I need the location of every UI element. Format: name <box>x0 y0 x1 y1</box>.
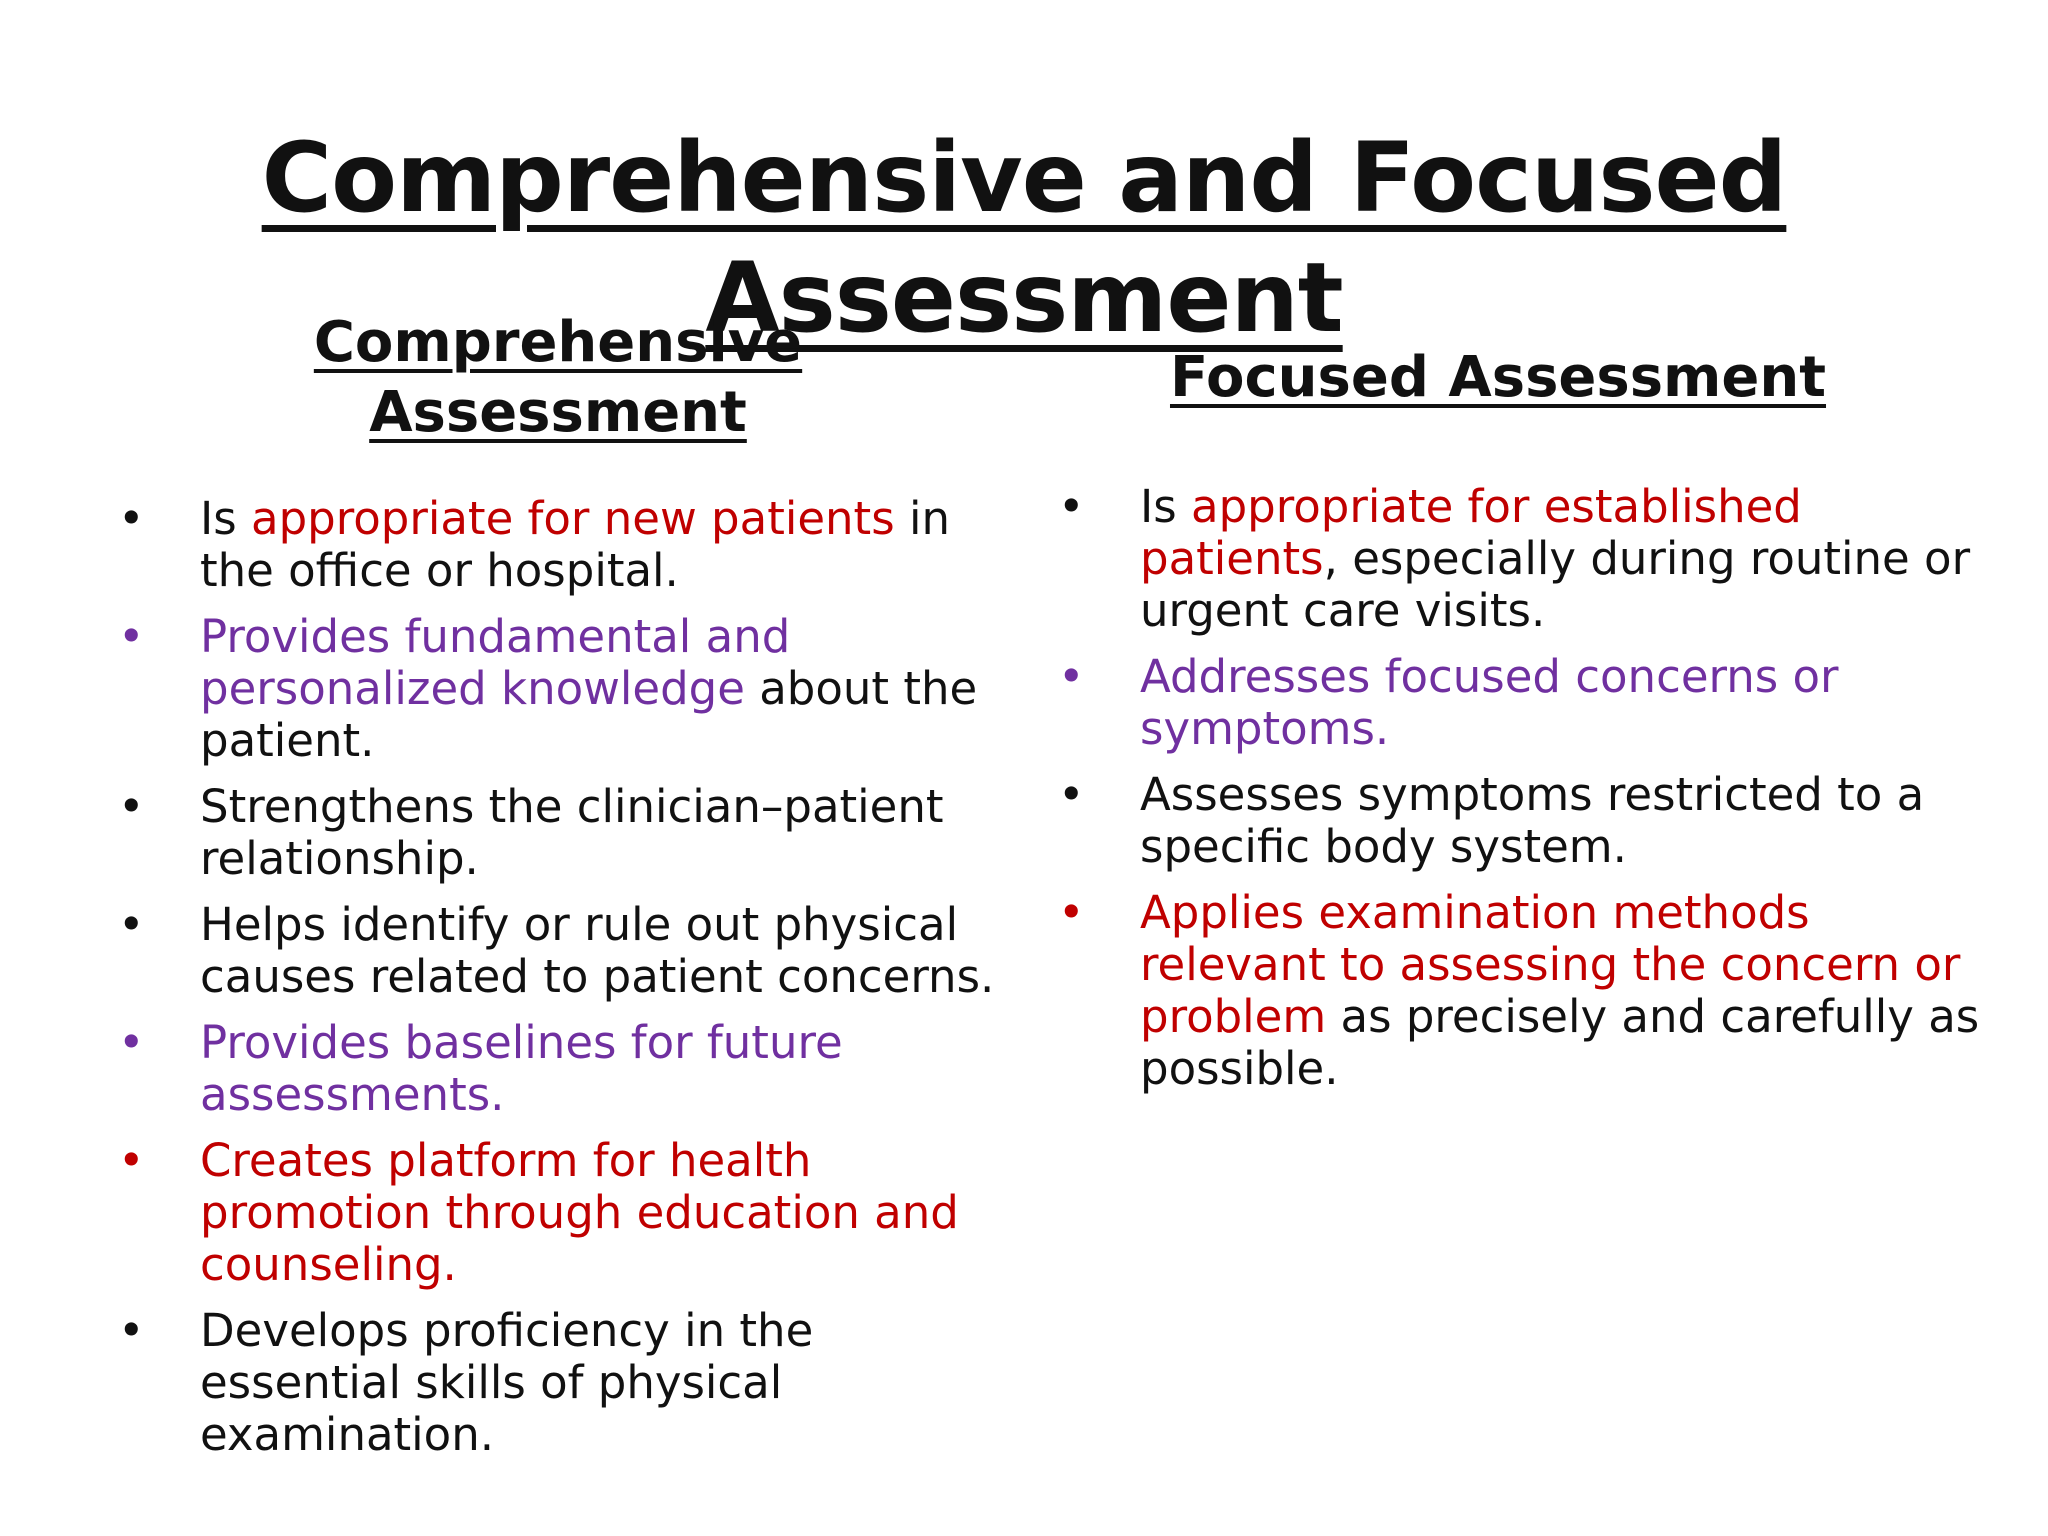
slide-title: Comprehensive and Focused Assessment <box>261 122 1787 354</box>
bullet-dot-icon: • <box>118 492 145 545</box>
list-item-text: Applies examination methods relevant to assessing the concern or problem <box>1140 886 1961 1043</box>
list-item-text: Provides baselines for future assessments. <box>200 1016 843 1121</box>
list-item-text: Creates platform for health promotion through education and counseling. <box>200 1134 959 1291</box>
list-item <box>118 611 1018 767</box>
list-item-text: appropriate for established patients <box>1140 480 1802 585</box>
bullet-dot-icon: • <box>118 1304 145 1357</box>
list-item <box>118 1305 1018 1461</box>
list-item <box>118 493 1018 597</box>
list-item-text: Is <box>1140 480 1192 533</box>
comprehensive-heading: Comprehensive Assessment <box>313 310 803 445</box>
focused-column <box>1058 343 1998 1109</box>
list-item-text: Assesses symptoms restricted to a specific body system. <box>1140 768 1925 873</box>
focused-list <box>1058 481 1998 1095</box>
list-item-text: in the office or hospital. <box>200 492 950 597</box>
bullet-dot-icon: • <box>118 610 145 663</box>
bullet-dot-icon: • <box>1058 650 1085 703</box>
bullet-dot-icon: • <box>118 780 145 833</box>
focused-heading: Focused Assessment <box>1169 345 1827 410</box>
list-item-text: Addresses focused concerns or symptoms. <box>1140 650 1839 755</box>
comprehensive-list <box>118 493 1018 1461</box>
list-item <box>1058 481 1998 637</box>
bullet-dot-icon: • <box>1058 768 1085 821</box>
list-item-text: Develops proficiency in the essential skills of physical examination. <box>200 1304 814 1461</box>
list-item <box>118 1135 1018 1291</box>
bullet-dot-icon: • <box>118 1016 145 1069</box>
list-item-text: Helps identify or rule out physical causes related to patient concerns. <box>200 898 995 1003</box>
list-item-text: Provides fundamental and personalized knowledge <box>200 610 791 715</box>
list-item-text: about the patient. <box>200 662 978 767</box>
list-item <box>118 781 1018 885</box>
bullet-dot-icon: • <box>1058 886 1085 939</box>
list-item-text: appropriate for new patients <box>251 492 895 545</box>
list-item-text: , especially during routine or urgent care visits. <box>1140 532 1971 637</box>
list-item-text: as precisely and carefully as possible. <box>1140 990 1980 1095</box>
bullet-dot-icon: • <box>118 898 145 951</box>
list-item <box>1058 651 1998 755</box>
comprehensive-column <box>118 308 1018 1475</box>
bullet-dot-icon: • <box>118 1134 145 1187</box>
list-item <box>118 1017 1018 1121</box>
list-item <box>1058 887 1998 1095</box>
bullet-dot-icon: • <box>1058 480 1085 533</box>
list-item <box>1058 769 1998 873</box>
list-item <box>118 899 1018 1003</box>
list-item-text: Strengthens the clinician–patient relationship. <box>200 780 944 885</box>
list-item-text: Is <box>200 492 252 545</box>
